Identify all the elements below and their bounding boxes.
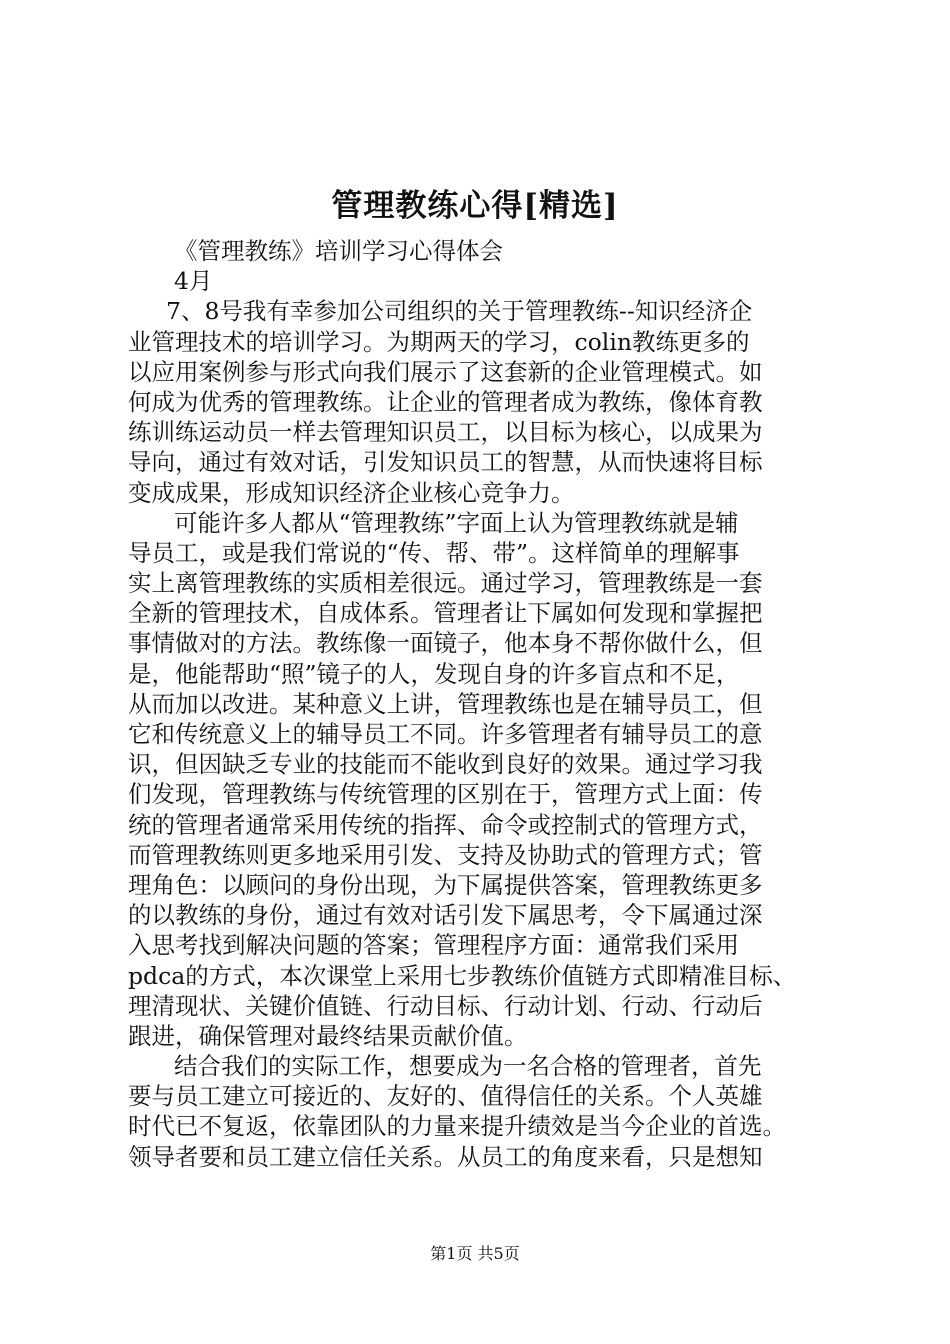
page-number-footer: 第1页 共5页 — [430, 1244, 520, 1263]
paragraph-line: 何成为优秀的管理教练。让企业的管理者成为教练，像体育教 — [128, 387, 763, 416]
paragraph-line: 识，但因缺乏专业的技能而不能收到良好的效果。通过学习我 — [128, 750, 763, 779]
paragraph-line: 可能许多人都从“管理教练”字面上认为管理教练就是辅 — [174, 508, 739, 537]
paragraph-line: 时代已不复返，依靠团队的力量来提升绩效是当今企业的首选。 — [128, 1112, 786, 1141]
paragraph-line: 理角色：以顾问的身份出现，为下属提供答案，管理教练更多 — [128, 870, 763, 899]
paragraph-line: 从而加以改进。某种意义上讲，管理教练也是在辅导员工，但 — [128, 689, 763, 718]
paragraph-line: 以应用案例参与形式向我们展示了这套新的企业管理模式。如 — [128, 357, 763, 386]
paragraph-line: 它和传统意义上的辅导员工不同。许多管理者有辅导员工的意 — [128, 720, 763, 748]
paragraph-line: 是，他能帮助“照”镜子的人，发现自身的许多盲点和不足， — [128, 659, 740, 688]
paragraph-line: 7、8号我有幸参加公司组织的关于管理教练--知识经济企 — [166, 297, 753, 326]
paragraph-line: pdca的方式，本次课堂上采用七步教练价值链方式即精准目标、 — [128, 961, 797, 990]
paragraph-line: 结合我们的实际工作，想要成为一名合格的管理者，首先 — [174, 1052, 762, 1081]
date-line: 4月 — [174, 267, 213, 296]
paragraph-line: 全新的管理技术，自成体系。管理者让下属如何发现和掌握把 — [128, 599, 763, 628]
paragraph-line: 入思考找到解决问题的答案；管理程序方面：通常我们采用 — [128, 931, 739, 960]
paragraph-2 — [128, 508, 858, 1051]
paragraph-1 — [128, 296, 858, 507]
paragraph-line: 理清现状、关键价值链、行动目标、行动计划、行动、行动后 — [128, 991, 763, 1020]
paragraph-line: 事情做对的方法。教练像一面镜子，他本身不帮你做什么，但 — [128, 629, 763, 658]
paragraph-line: 而管理教练则更多地采用引发、支持及协助式的管理方式；管 — [128, 840, 763, 869]
paragraph-line: 领导者要和员工建立信任关系。从员工的角度来看，只是想知 — [128, 1142, 763, 1171]
paragraph-line: 的以教练的身份，通过有效对话引发下属思考，令下属通过深 — [128, 901, 763, 930]
paragraph-line: 们发现，管理教练与传统管理的区别在于，管理方式上面：传 — [128, 780, 763, 809]
document-title: 管理教练心得[精选] — [331, 188, 619, 224]
paragraph-line: 要与员工建立可接近的、友好的、值得信任的关系。个人英雄 — [128, 1082, 763, 1111]
paragraph-line: 业管理技术的培训学习。为期两天的学习，colin教练更多的 — [128, 327, 750, 356]
paragraph-line: 跟进，确保管理对最终结果贡献价值。 — [128, 1021, 528, 1050]
subtitle-line: 《管理教练》培训学习心得体会 — [174, 237, 503, 265]
paragraph-line: 导向，通过有效对话，引发知识员工的智慧，从而快速将目标 — [128, 448, 763, 477]
paragraph-line: 导员工，或是我们常说的“传、帮、带”。这样简单的理解事 — [128, 538, 740, 567]
paragraph-line: 统的管理者通常采用传统的指挥、命令或控制式的管理方式， — [128, 810, 763, 839]
paragraph-line: 练训练运动员一样去管理知识员工，以目标为核心，以成果为 — [128, 418, 763, 447]
paragraph-line: 实上离管理教练的实质相差很远。通过学习，管理教练是一套 — [128, 569, 763, 598]
paragraph-3 — [128, 1051, 858, 1172]
document-body — [128, 236, 858, 1172]
paragraph-line: 变成成果，形成知识经济企业核心竞争力。 — [128, 478, 575, 507]
